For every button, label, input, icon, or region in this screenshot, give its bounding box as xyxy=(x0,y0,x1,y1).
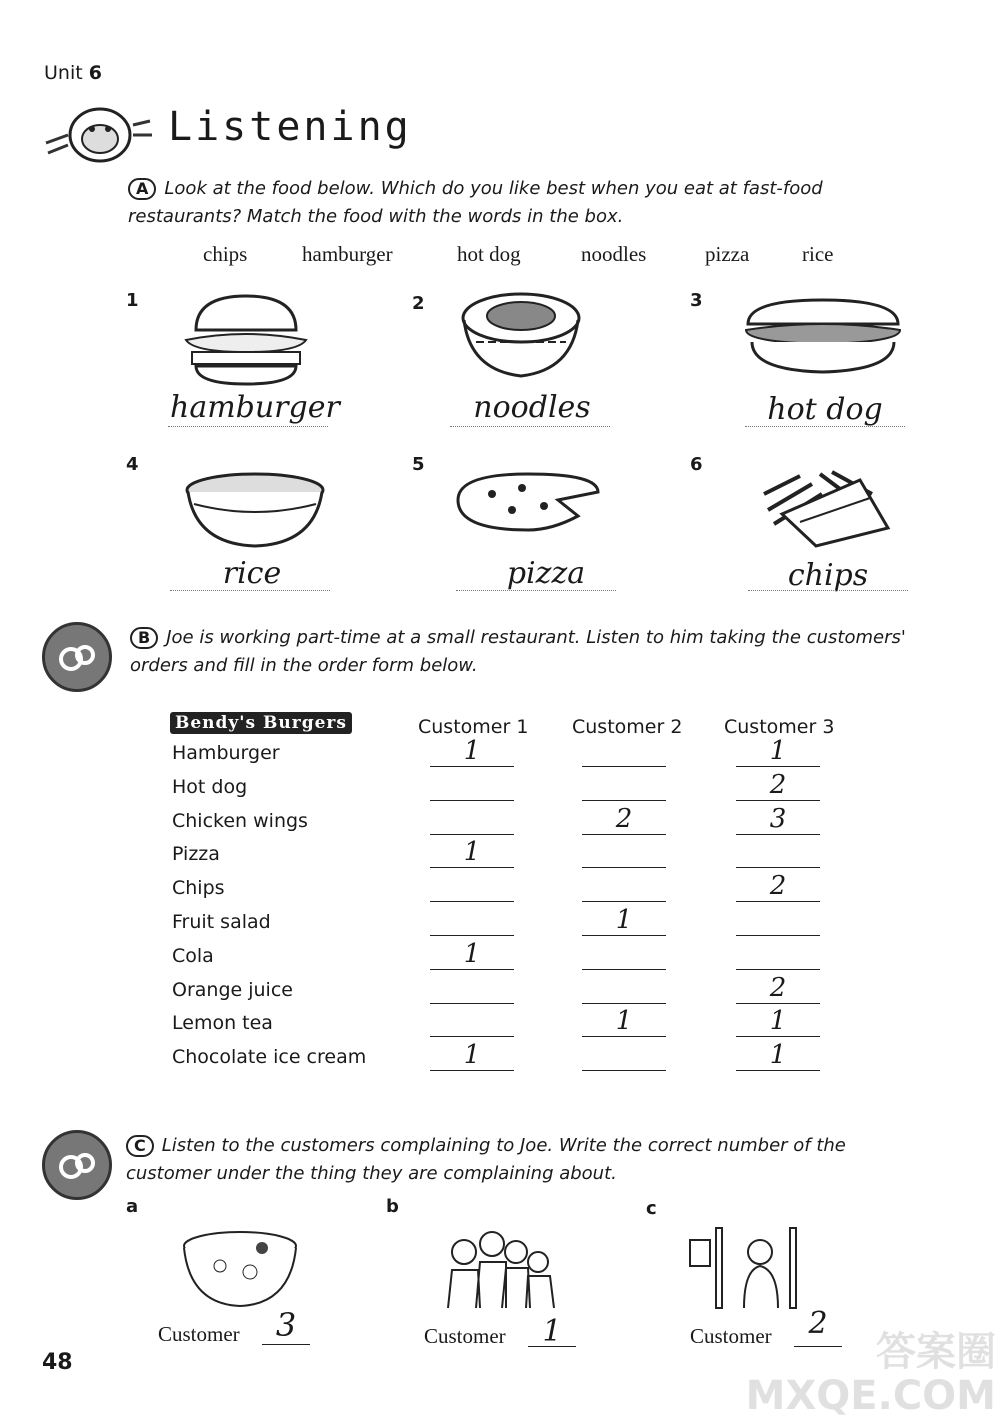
order-item-label: Orange juice xyxy=(172,978,293,1001)
word-box-item: pizza xyxy=(705,242,750,266)
order-cell-line xyxy=(582,834,666,835)
customer-answer-c: 2 xyxy=(808,1306,828,1341)
order-cell-line xyxy=(582,1036,666,1037)
order-cell-value: 1 xyxy=(463,736,481,766)
order-cell-line xyxy=(430,935,514,936)
order-cell-line xyxy=(736,867,820,868)
word-box-item: chips xyxy=(203,242,248,266)
order-cell-line xyxy=(430,766,514,767)
customer-answer-a: 3 xyxy=(275,1306,297,1344)
order-cell-value: 1 xyxy=(463,837,481,868)
column-customer-3: Customer 3 xyxy=(724,716,835,738)
order-cell-line xyxy=(736,1070,820,1071)
order-cell-line xyxy=(736,901,820,902)
order-cell-value: 1 xyxy=(769,1040,787,1071)
order-item-label: Lemon tea xyxy=(172,1012,273,1035)
answer-4: rice xyxy=(222,556,282,591)
order-cell-line xyxy=(582,901,666,902)
unit-text: Unit xyxy=(44,62,83,84)
answer-line xyxy=(170,590,330,591)
order-cell-value: 1 xyxy=(463,1040,481,1071)
answer-6: chips xyxy=(787,558,869,593)
item-number: 3 xyxy=(690,290,703,311)
order-cell-line xyxy=(736,800,820,801)
item-letter: a xyxy=(126,1196,139,1217)
answer-line xyxy=(450,426,610,427)
section-b-tag: B xyxy=(130,627,158,649)
order-item-label: Hot dog xyxy=(172,775,248,798)
word-box-item: noodles xyxy=(581,242,647,266)
order-item-label: Chocolate ice cream xyxy=(172,1046,367,1069)
order-cell-line xyxy=(736,834,820,835)
section-a-line2: restaurants? Match the food with the words in the box. xyxy=(128,206,624,227)
section-b-line2: orders and fill in the order form below. xyxy=(130,655,478,676)
item-number: 5 xyxy=(412,454,425,475)
answer-3: hot dog xyxy=(767,392,883,427)
order-item-label: Pizza xyxy=(172,843,220,866)
answer-line xyxy=(745,426,905,427)
section-b-line1: Joe is working part-time at a small restaurant. Listen to him taking the customers' xyxy=(166,627,906,648)
order-item-label: Chicken wings xyxy=(172,809,308,832)
section-a-tag: A xyxy=(128,178,156,200)
order-cell-value: 2 xyxy=(615,803,633,834)
answer-line xyxy=(262,1344,310,1345)
order-cell-line xyxy=(430,834,514,835)
order-cell-line xyxy=(736,969,820,970)
order-cell-line xyxy=(430,1003,514,1004)
order-cell-value: 1 xyxy=(769,1006,787,1037)
order-cell-line xyxy=(430,1036,514,1037)
audio-cd-icon xyxy=(42,622,112,692)
page-number: 48 xyxy=(42,1350,73,1375)
order-item-label: Cola xyxy=(172,944,214,967)
noodles-bowl-icon xyxy=(458,290,584,386)
word-box-item: hamburger xyxy=(302,242,393,266)
order-cell-value: 1 xyxy=(463,938,481,969)
watermark: 答案圈 MXQE.COM xyxy=(745,1329,996,1419)
order-cell-value: 2 xyxy=(769,769,787,800)
order-cell-line xyxy=(582,969,666,970)
order-cell-line xyxy=(582,800,666,801)
unit-number: 6 xyxy=(88,62,102,84)
answer-5: pizza xyxy=(506,556,586,591)
word-box-item: hot dog xyxy=(457,242,521,266)
section-b-instruction xyxy=(130,624,970,680)
order-item-label: Fruit salad xyxy=(172,911,271,933)
order-cell-line xyxy=(582,935,666,936)
order-cell-line xyxy=(736,1036,820,1037)
section-c-instruction xyxy=(126,1132,966,1188)
section-a-line1: Look at the food below. Which do you like best when you eat at fast-food xyxy=(164,178,823,199)
order-cell-value: 3 xyxy=(769,803,787,834)
order-item-label: Hamburger xyxy=(172,742,280,764)
column-customer-1: Customer 1 xyxy=(418,716,529,738)
page-title: Listening xyxy=(168,104,412,150)
order-cell-line xyxy=(582,1003,666,1004)
order-cell-line xyxy=(430,867,514,868)
chips-icon xyxy=(760,464,892,552)
order-cell-line xyxy=(430,1070,514,1071)
order-cell-line xyxy=(736,1003,820,1004)
mascot-icon xyxy=(38,95,156,167)
order-cell-value: 1 xyxy=(615,905,633,935)
section-c-line1: Listen to the customers complaining to Joe. Write the correct number of the xyxy=(161,1135,846,1156)
section-a-instruction xyxy=(128,175,888,231)
audio-cd-icon xyxy=(42,1130,112,1200)
restaurant-logo: Bendy's Burgers xyxy=(170,712,352,734)
customer-label-a: Customer xyxy=(158,1322,240,1346)
order-cell-value: 1 xyxy=(615,1006,633,1037)
salad-bowl-icon xyxy=(180,1226,300,1314)
customer-label-c: Customer xyxy=(690,1324,772,1348)
hot-dog-icon xyxy=(742,294,904,380)
order-cell-line xyxy=(736,766,820,767)
order-cell-line xyxy=(582,766,666,767)
order-cell-line xyxy=(736,935,820,936)
section-c-tag: C xyxy=(126,1135,154,1157)
answer-line xyxy=(168,426,328,427)
order-cell-line xyxy=(430,969,514,970)
section-c-line2: customer under the thing they are complaining about. xyxy=(126,1163,617,1184)
answer-line xyxy=(528,1346,576,1347)
order-cell-line xyxy=(582,1070,666,1071)
item-letter: c xyxy=(646,1198,657,1219)
rice-bowl-icon xyxy=(182,470,328,554)
hamburger-icon xyxy=(178,290,314,390)
order-cell-value: 1 xyxy=(769,736,787,766)
order-item-label: Chips xyxy=(172,877,225,900)
toilet-complaint-icon xyxy=(688,1226,800,1314)
order-cell-line xyxy=(582,867,666,868)
order-cell-line xyxy=(430,901,514,902)
item-number: 6 xyxy=(690,454,703,475)
customer-label-b: Customer xyxy=(424,1324,506,1348)
item-number: 4 xyxy=(126,454,139,475)
pizza-icon xyxy=(452,470,604,538)
column-customer-2: Customer 2 xyxy=(572,716,683,738)
word-box-item: rice xyxy=(802,242,834,266)
unit-label xyxy=(44,62,102,84)
customer-answer-b: 1 xyxy=(542,1314,562,1349)
answer-1: hamburger xyxy=(170,390,340,425)
answer-line xyxy=(456,590,616,591)
answer-2: noodles xyxy=(473,390,591,425)
item-number: 1 xyxy=(126,290,139,311)
order-cell-value: 2 xyxy=(769,871,787,902)
item-number: 2 xyxy=(412,293,425,314)
queue-people-icon xyxy=(440,1226,566,1314)
item-letter: b xyxy=(386,1196,399,1217)
order-cell-value: 2 xyxy=(769,972,787,1003)
answer-line xyxy=(748,590,908,591)
order-cell-line xyxy=(430,800,514,801)
